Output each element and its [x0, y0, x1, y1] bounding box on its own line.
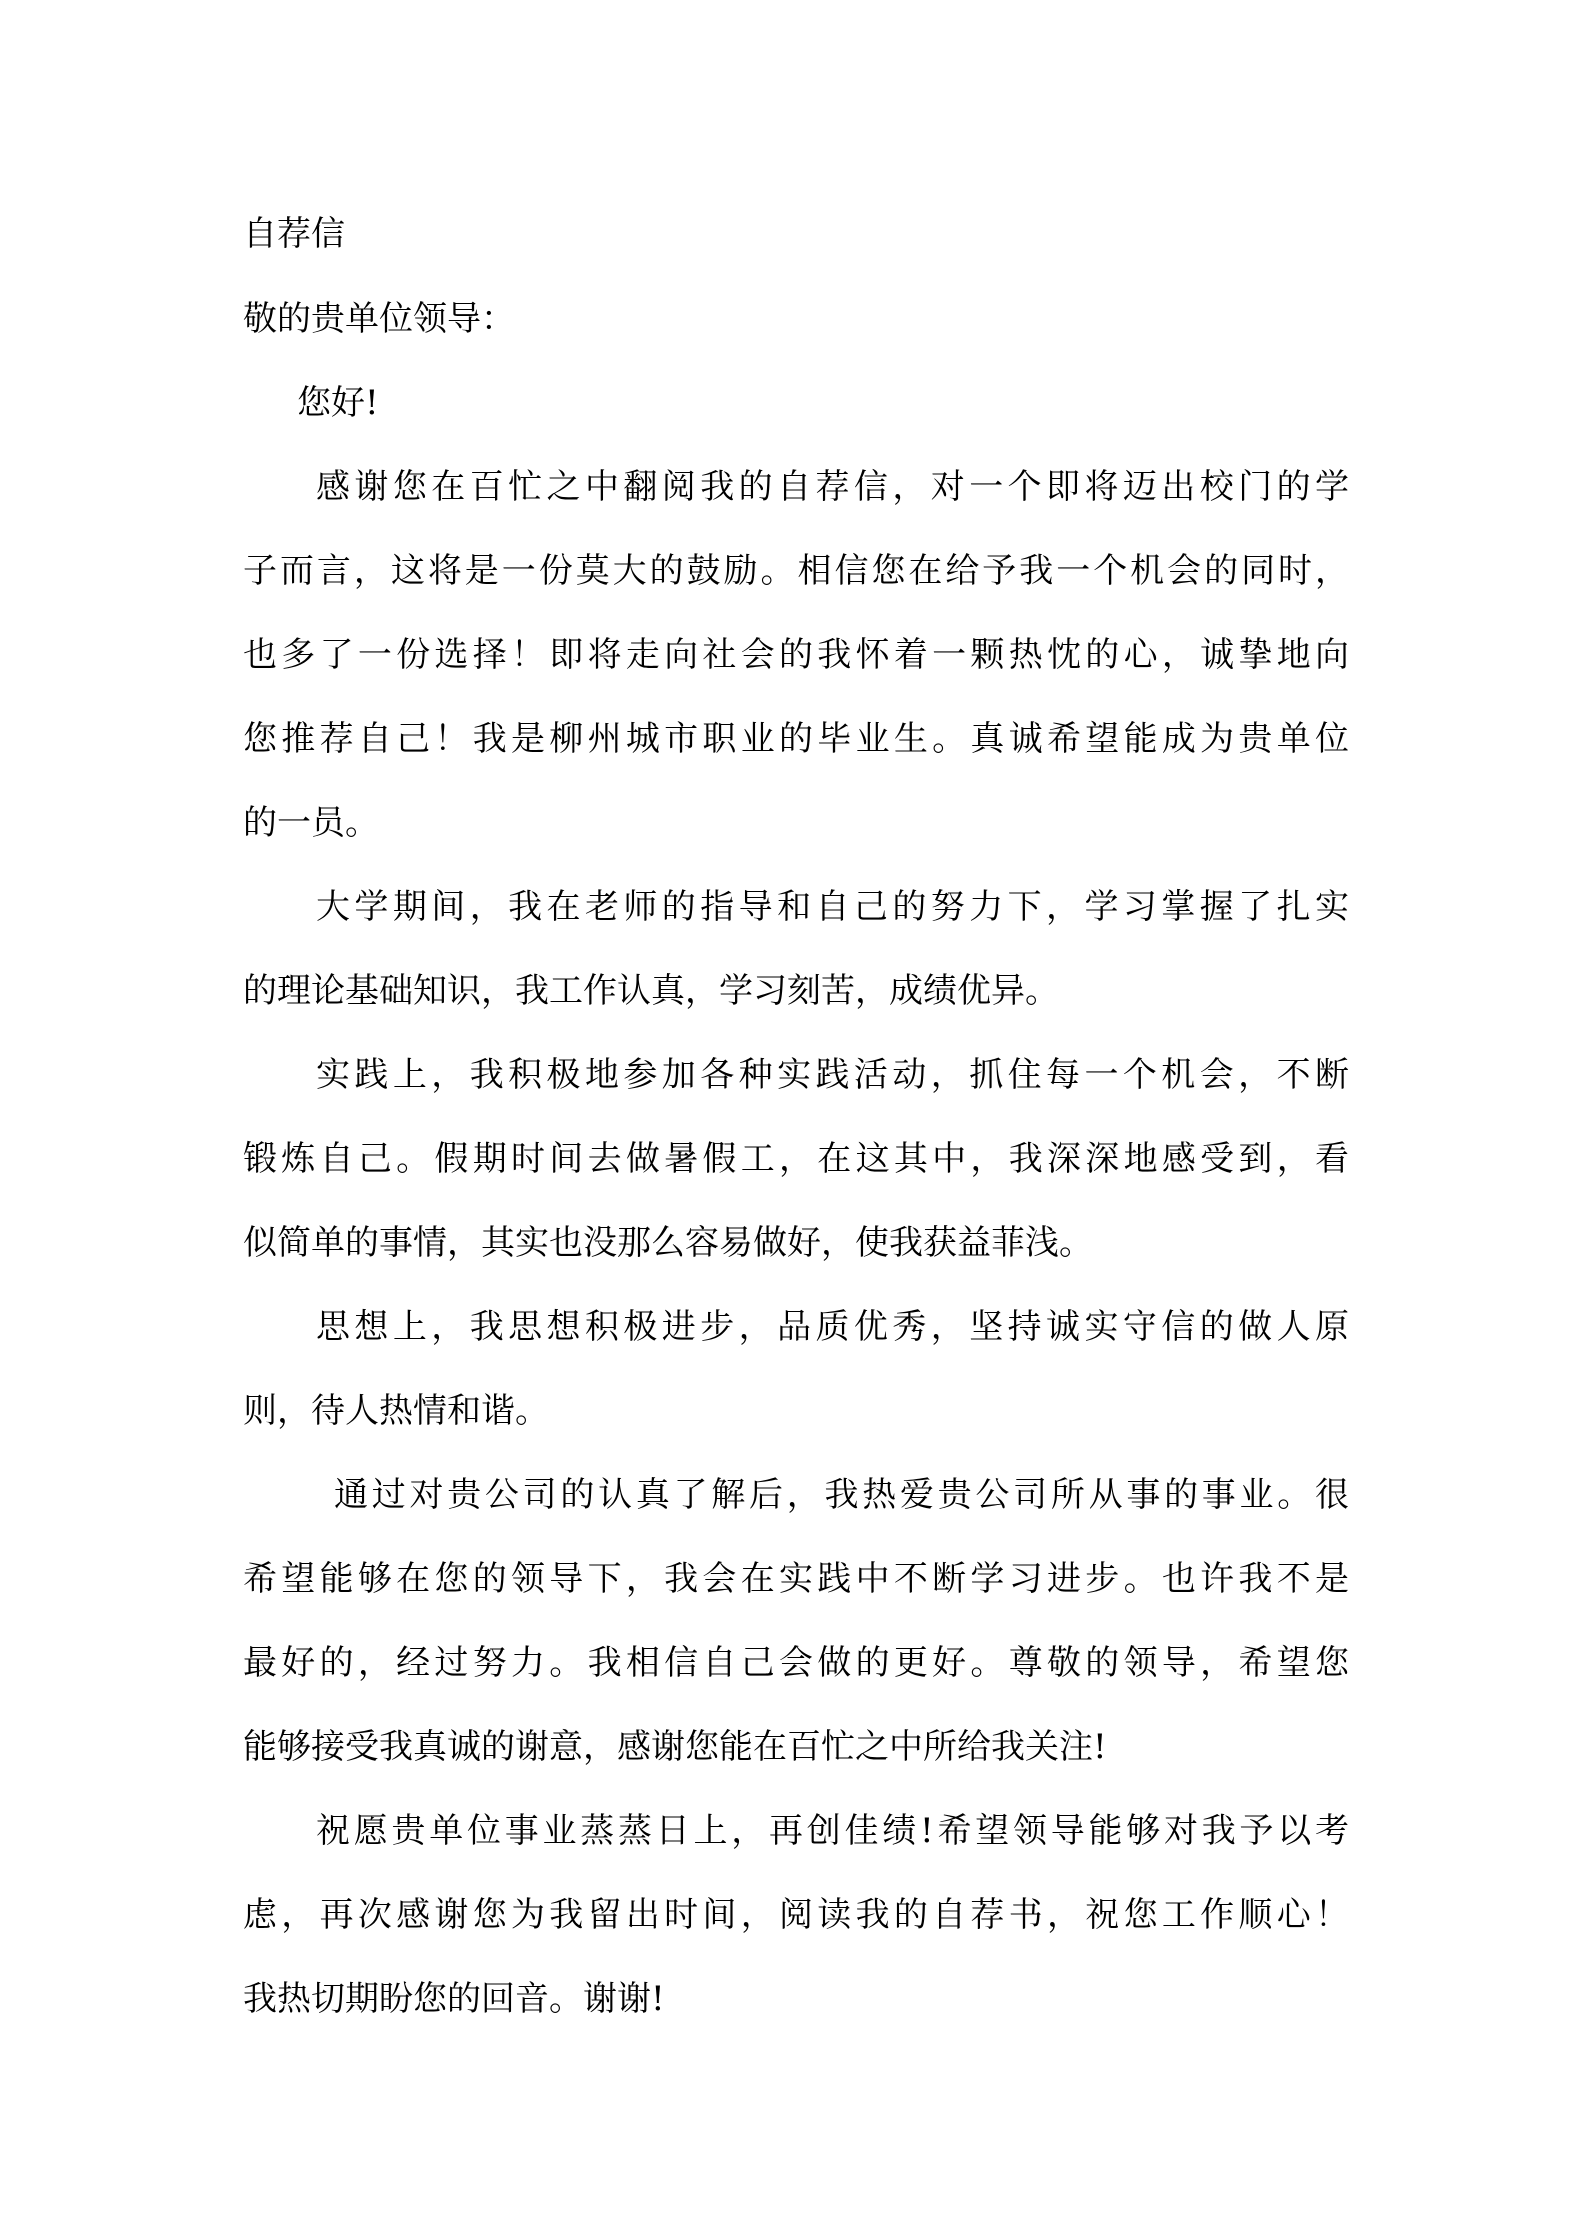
- letter-greeting: 您好!: [297, 383, 379, 423]
- letter-line: 祝愿贵单位事业蒸蒸日上，再创佳绩!希望领导能够对我予以考: [316, 1811, 1349, 1851]
- letter-line: 我热切期盼您的回音。谢谢!: [243, 1979, 665, 2019]
- letter-line: 希望能够在您的领导下，我会在实践中不断学习进步。也许我不是: [243, 1559, 1349, 1599]
- letter-line: 思想上，我思想积极进步，品质优秀，坚持诚实守信的做人原: [316, 1307, 1349, 1347]
- letter-line: 子而言，这将是一份莫大的鼓励。相信您在给予我一个机会的同时，: [243, 551, 1349, 591]
- letter-line: 您推荐自己！我是柳州城市职业的毕业生。真诚希望能成为贵单位: [243, 719, 1349, 759]
- letter-line: 感谢您在百忙之中翻阅我的自荐信，对一个即将迈出校门的学: [316, 467, 1349, 507]
- letter-line: 最好的，经过努力。我相信自己会做的更好。尊敬的领导，希望您: [243, 1643, 1349, 1683]
- letter-title: 自荐信: [243, 214, 345, 254]
- letter-line: 通过对贵公司的认真了解后，我热爱贵公司所从事的事业。很: [334, 1475, 1349, 1515]
- letter-line: 虑，再次感谢您为我留出时间，阅读我的自荐书，祝您工作顺心！: [243, 1895, 1349, 1935]
- letter-line: 的理论基础知识，我工作认真，学习刻苦，成绩优异。: [243, 971, 1059, 1011]
- letter-line: 也多了一份选择！即将走向社会的我怀着一颗热忱的心，诚挚地向: [243, 635, 1349, 675]
- letter-line: 则，待人热情和谐。: [243, 1391, 549, 1431]
- letter-salutation: 敬的贵单位领导：: [243, 299, 515, 339]
- letter-line: 锻炼自己。假期时间去做暑假工，在这其中，我深深地感受到，看: [243, 1139, 1349, 1179]
- letter-line: 似简单的事情，其实也没那么容易做好，使我获益菲浅。: [243, 1223, 1093, 1263]
- letter-line: 大学期间，我在老师的指导和自己的努力下，学习掌握了扎实: [316, 887, 1349, 927]
- letter-line: 能够接受我真诚的谢意，感谢您能在百忙之中所给我关注!: [243, 1727, 1107, 1767]
- letter-line: 实践上，我积极地参加各种实践活动，抓住每一个机会，不断: [316, 1055, 1349, 1095]
- letter-line: 的一员。: [243, 803, 379, 843]
